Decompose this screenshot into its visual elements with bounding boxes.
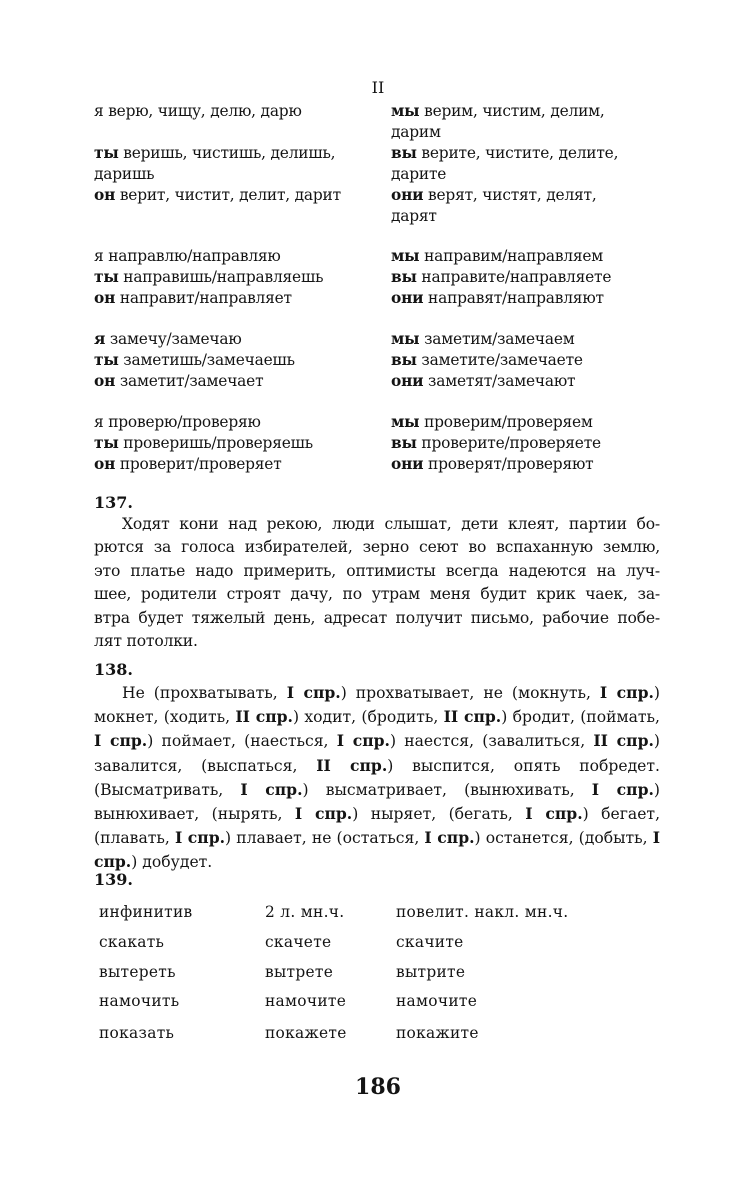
verb-forms: направят/направляют (423, 289, 604, 307)
conjugation-left-line (94, 350, 295, 370)
pronoun: вы (391, 434, 417, 452)
verb-forms: проверит/проверяет (115, 455, 282, 473)
table-cell: вытрите (396, 963, 466, 981)
verb-forms: заметим/замечаем (419, 330, 575, 348)
verb-forms: верите, чистите, делите, (416, 144, 619, 162)
conjugation-right-line (391, 122, 441, 142)
text-segment: ) ныряет, (бегать, (352, 805, 526, 824)
verb-forms: дарите (391, 165, 447, 183)
verb-forms: заметите/замечаете (416, 351, 583, 369)
pronoun: вы (391, 144, 417, 162)
pronoun: ты (94, 434, 119, 452)
pronoun: ты (94, 351, 119, 369)
table-cell: намочить (99, 992, 180, 1010)
verb-forms: проверите/проверяете (416, 434, 601, 452)
conjugation-right-line (391, 143, 618, 163)
table-cell: намочите (396, 992, 478, 1010)
exercise-138-text (94, 681, 660, 875)
conjugation-left-line (94, 288, 292, 308)
page-number: 186 (355, 1074, 401, 1100)
conjugation-right-line (391, 164, 446, 184)
exercise-139-number: 139. (94, 870, 133, 889)
conjugation-label: I спр. (294, 804, 353, 824)
verb-forms: заметит/замечает (115, 372, 264, 390)
pronoun: ты (94, 144, 119, 162)
pronoun: они (391, 455, 424, 473)
text-line: рются за голоса избирателей, зерно сеют во вспаханную землю, (94, 538, 660, 557)
verb-forms: направим/направляем (419, 247, 604, 265)
conjugation-right-line (391, 267, 611, 287)
table-cell: намочите (265, 992, 347, 1010)
conjugation-right-line (391, 433, 601, 453)
text-segment: ) бродит, (поймать, (501, 708, 660, 727)
conjugation-label: II спр. (235, 707, 293, 727)
conjugation-label: I спр. (424, 828, 475, 848)
pronoun: ты (94, 268, 119, 286)
conjugation-right-line (391, 329, 575, 349)
verb-forms: замечу/замечаю (105, 330, 242, 348)
pronoun: он (94, 289, 116, 307)
conjugation-label: II спр. (443, 707, 502, 727)
conjugation-right-line (391, 101, 605, 121)
conjugation-left-line (94, 329, 242, 349)
text-segment: Не (прохватывать, (122, 684, 287, 702)
conjugation-left-line (94, 164, 154, 184)
section-marker: II (371, 78, 385, 97)
pronoun: он (94, 455, 116, 473)
verb-forms: проверишь/проверяешь (118, 434, 313, 452)
conjugation-label: I спр. (286, 683, 341, 702)
conjugation-label: II спр. (593, 731, 654, 751)
pronoun: мы (391, 247, 420, 265)
pronoun: мы (391, 330, 420, 348)
verb-forms: дарим (391, 123, 441, 141)
conjugation-left-line (94, 185, 341, 205)
verb-forms: верят, чистят, делят, (423, 186, 597, 204)
verb-forms: даришь (94, 165, 155, 183)
conjugation-label: I спр. (240, 779, 303, 799)
text-segment: ) наестся, (завалиться, (389, 732, 594, 751)
text-segment: ) высматривает, (вынюхивать, (302, 780, 592, 799)
text-segment: ) останется, (добыть, (474, 829, 653, 848)
verb-forms: заметят/замечают (423, 372, 576, 390)
conjugation-right-line (391, 288, 604, 308)
verb-forms: я направлю/направляю (94, 247, 281, 265)
verb-forms: я верю, чищу, делю, дарю (94, 102, 302, 120)
table-header-cell: повелит. накл. мн.ч. (396, 903, 569, 921)
conjugation-left-line (94, 246, 281, 266)
pronoun: они (391, 372, 424, 390)
conjugation-label: I спр. (336, 731, 390, 751)
pronoun: мы (391, 102, 420, 120)
conjugation-label: I спр. (94, 828, 660, 872)
table-cell: показать (99, 1024, 175, 1042)
conjugation-right-line (391, 412, 593, 432)
pronoun: они (391, 289, 424, 307)
pronoun: мы (391, 413, 420, 431)
text-segment: ) поймает, (наесться, (147, 732, 337, 751)
conjugation-left-line (94, 143, 335, 163)
text-line: втра будет тяжелый день, адресат получит письмо, рабочие побе- (94, 608, 660, 627)
conjugation-left-line (94, 454, 282, 474)
conjugation-label: I спр. (599, 683, 654, 702)
verb-forms: дарят (391, 207, 437, 225)
text-segment: ) выспится, опять побредет. (Высматривать, (94, 756, 660, 799)
verb-forms: направишь/направляешь (118, 268, 324, 286)
pronoun: они (391, 186, 424, 204)
conjugation-label: I спр. (525, 804, 583, 824)
conjugation-left-line (94, 371, 263, 391)
table-cell: вытрете (265, 963, 334, 981)
table-header-cell: инфинитив (99, 903, 193, 921)
table-cell: скакать (99, 933, 165, 951)
text-line: Ходят кони над рекою, люди слышат, дети клеят, партии бо- (122, 515, 660, 533)
conjugation-right-line (391, 350, 583, 370)
verb-forms: направите/направляете (416, 268, 612, 286)
text-segment: ) вынюхивает, (нырять, (94, 780, 660, 824)
conjugation-right-line (391, 246, 603, 266)
conjugation-right-line (391, 206, 437, 226)
conjugation-left-line (94, 267, 323, 287)
table-cell: скачите (396, 933, 464, 951)
verb-forms: верим, чистим, делим, (419, 102, 605, 120)
table-cell: скачете (265, 933, 332, 951)
text-line: лят потолки. (94, 632, 198, 650)
verb-forms: заметишь/замечаешь (118, 351, 295, 369)
table-cell: покажите (396, 1024, 479, 1042)
table-header-cell: 2 л. мн.ч. (265, 903, 345, 921)
text-line: шее, родители строят дачу, по утрам меня будит крик чаек, за- (94, 585, 660, 604)
verb-forms: верит, чистит, делит, дарит (115, 186, 341, 204)
verb-forms: проверим/проверяем (419, 413, 593, 431)
exercise-137-number: 137. (94, 493, 133, 512)
text-line: это платье надо примерить, оптимисты всегда надеются на луч- (94, 561, 660, 580)
conjugation-label: I спр. (174, 828, 226, 848)
verb-forms: я проверю/проверяю (94, 413, 261, 431)
table-cell: покажете (265, 1024, 347, 1042)
pronoun: вы (391, 351, 417, 369)
exercise-138-number: 138. (94, 660, 133, 679)
pronoun: вы (391, 268, 417, 286)
conjugation-label: I спр. (94, 731, 148, 751)
text-segment: ) прохватывает, не (мокнуть, (340, 684, 600, 702)
text-segment: ) бегает, (плавать, (94, 805, 661, 848)
text-segment: ) плавает, не (остаться, (225, 829, 425, 848)
pronoun: он (94, 372, 116, 390)
conjugation-right-line (391, 454, 594, 474)
pronoun: он (94, 186, 116, 204)
conjugation-left-line (94, 101, 302, 121)
conjugation-label: II спр. (316, 755, 388, 775)
table-cell: вытереть (99, 963, 176, 981)
conjugation-right-line (391, 371, 575, 391)
conjugation-left-line (94, 433, 313, 453)
verb-forms: проверят/проверяют (423, 455, 594, 473)
verb-forms: направит/направляет (115, 289, 292, 307)
text-segment: ) ходит, (бродить, (292, 708, 444, 727)
conjugation-label: I спр. (591, 779, 654, 799)
text-segment: ) завалится, (выспаться, (94, 732, 660, 775)
text-segment: ) мокнет, (ходить, (94, 684, 660, 727)
conjugation-right-line (391, 185, 597, 205)
conjugation-left-line (94, 412, 261, 432)
pronoun: я (94, 330, 106, 348)
text-segment: ) добудет. (131, 853, 213, 872)
verb-forms: веришь, чистишь, делишь, (118, 144, 336, 162)
